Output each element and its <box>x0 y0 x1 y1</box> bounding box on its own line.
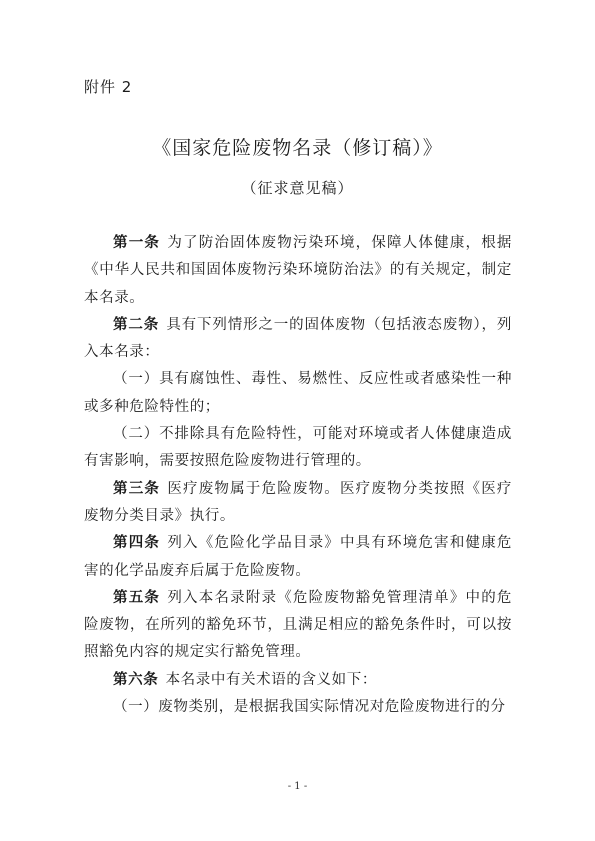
attachment-label: 附件 2 <box>84 78 133 96</box>
article-text: （一）废物类别，是根据我国实际情况对危险废物进行的分 <box>113 699 506 716</box>
article-lead: 第一条 <box>113 235 161 251</box>
article-1 <box>84 230 512 312</box>
article-lead: 第三条 <box>113 480 161 497</box>
page-number: - 1 - <box>287 781 308 792</box>
article-text: （二）不排除具有危险特性，可能对环境或者人体健康造成有害影响，需要按照危险废物进行管理的。 <box>84 426 512 470</box>
document-body <box>84 230 512 721</box>
article-text: 具有下列情形之一的固体废物（包括液态废物），列入本名录： <box>84 316 512 361</box>
article-lead: 第四条 <box>113 535 161 552</box>
article-text: 本名录中有关术语的含义如下： <box>165 671 377 688</box>
article-lead: 第五条 <box>113 589 161 606</box>
article-3 <box>84 476 512 531</box>
article-text: 为了防治固体废物污染环境，保障人体健康，根据《中华人民共和国固体废物污染环境防治法》的有关规定，制定本名录。 <box>84 235 512 306</box>
document-title: 《国家危险废物名录（修订稿）》 <box>152 137 443 159</box>
article-2-item-2 <box>84 421 512 476</box>
article-text: 列入《危险化学品目录》中具有环境危害和健康危害的化学品废弃后属于危险废物。 <box>84 535 512 579</box>
article-text: （一）具有腐蚀性、毒性、易燃性、反应性或者感染性一种或多种危险特性的； <box>84 371 512 415</box>
article-text: 列入本名录附录《危险废物豁免管理清单》中的危险废物，在所列的豁免环节，且满足相应的豁免条件时，可以按照豁免内容的规定实行豁免管理。 <box>84 589 512 661</box>
article-lead: 第六条 <box>113 671 159 688</box>
document-subtitle: （征求意见稿） <box>241 179 354 197</box>
article-text: 医疗废物属于危险废物。医疗废物分类按照《医疗废物分类目录》执行。 <box>84 480 512 524</box>
article-6 <box>84 667 512 694</box>
article-2-item-1 <box>84 366 512 421</box>
article-6-item-1 <box>84 694 512 721</box>
article-lead: 第二条 <box>113 316 160 333</box>
article-4 <box>84 530 512 585</box>
article-2 <box>84 312 512 367</box>
article-5 <box>84 585 512 667</box>
